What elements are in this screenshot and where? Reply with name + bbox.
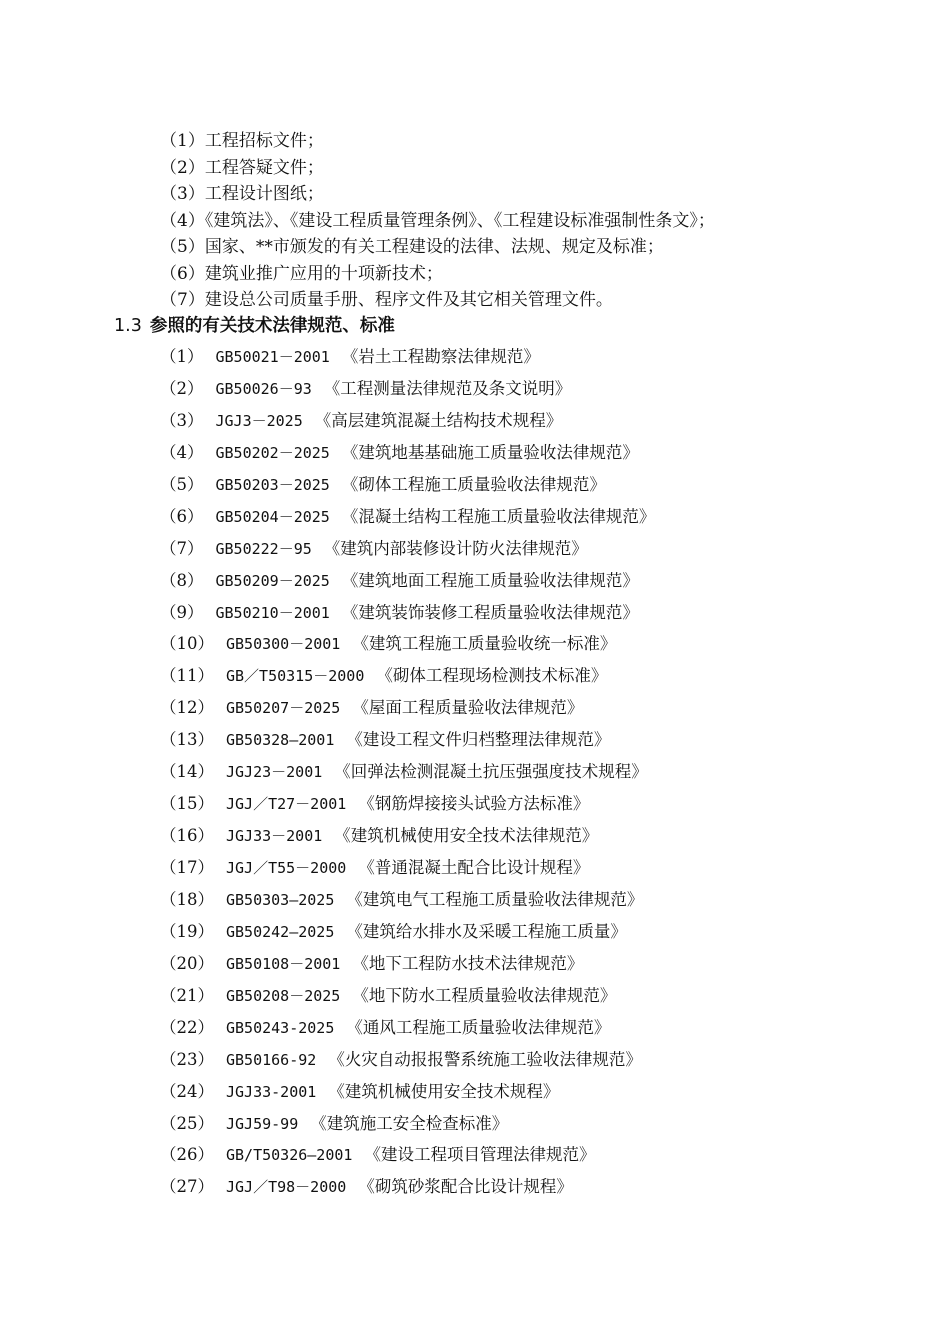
reference-index: （3） — [160, 410, 204, 430]
reference-item — [160, 660, 655, 692]
reference-title: 《建筑机械使用安全技术法律规范》 — [334, 826, 599, 846]
reference-item — [160, 373, 655, 405]
reference-index: （11） — [160, 666, 214, 686]
reference-title: 《建筑电气工程施工质量验收法律规范》 — [346, 889, 644, 909]
reference-code: GB50207－2025 — [226, 699, 341, 718]
reference-index: （5） — [160, 474, 204, 494]
reference-index: （2） — [160, 378, 204, 398]
reference-item — [160, 501, 655, 533]
reference-title: 《混凝土结构工程施工质量验收法律规范》 — [341, 506, 656, 526]
reference-code: GB50026－93 — [215, 379, 312, 398]
reference-item — [160, 916, 655, 948]
reference-title: 《普通混凝土配合比设计规程》 — [358, 858, 590, 877]
reference-code: GB50328—2001 — [226, 731, 335, 750]
basis-item: （5）国家、**市颁发的有关工程建设的法律、法规、规定及标准； — [160, 237, 664, 257]
reference-index: （17） — [160, 858, 214, 877]
reference-item — [160, 820, 655, 852]
reference-item — [160, 724, 655, 756]
reference-title: 《建筑地基基础施工质量验收法律规范》 — [341, 442, 639, 462]
reference-title: 《建筑施工安全检查标准》 — [310, 1113, 509, 1133]
reference-title: 《砌体工程现场检测技术标准》 — [376, 666, 608, 686]
reference-index: （22） — [160, 1017, 214, 1037]
reference-item — [160, 884, 655, 916]
reference-item — [160, 852, 655, 884]
section-title: 参照的有关技术法律规范、标准 — [149, 316, 395, 336]
reference-title: 《通风工程施工质量验收法律规范》 — [346, 1017, 611, 1037]
basis-item: （4）《建筑法》、《建设工程质量管理条例》、《工程建设标准强制性条文》； — [160, 210, 715, 231]
reference-title: 《建筑地面工程施工质量验收法律规范》 — [341, 570, 639, 590]
reference-index: （6） — [160, 506, 204, 526]
reference-title: 《钢筋焊接接头试验方法标准》 — [358, 794, 590, 814]
reference-code: GB50300－2001 — [226, 635, 341, 654]
reference-title: 《工程测量法律规范及条文说明》 — [323, 378, 572, 398]
basis-item: （6）建筑业推广应用的十项新技术； — [160, 263, 443, 284]
reference-item — [160, 469, 655, 501]
reference-item — [160, 1171, 655, 1203]
reference-code: JGJ59-99 — [226, 1114, 299, 1133]
reference-index: （20） — [160, 953, 214, 973]
reference-item — [160, 341, 655, 373]
reference-item — [160, 533, 655, 565]
reference-item — [160, 1012, 655, 1044]
reference-title: 《砌筑砂浆配合比设计规程》 — [358, 1177, 573, 1197]
reference-code: GB50202－2025 — [215, 443, 330, 462]
reference-index: （15） — [160, 794, 214, 814]
reference-code: JGJ／T27－2001 — [226, 795, 347, 814]
reference-code: GB50021－2001 — [215, 348, 330, 366]
reference-title: 《建筑装饰装修工程质量验收法律规范》 — [341, 602, 639, 622]
reference-code: JGJ3－2025 — [215, 411, 303, 430]
reference-item — [160, 1108, 655, 1140]
reference-code: GB50209－2025 — [215, 571, 330, 590]
reference-code: GB50243-2025 — [226, 1018, 335, 1037]
reference-item — [160, 628, 655, 660]
reference-index: （14） — [160, 762, 214, 782]
reference-item — [160, 437, 655, 469]
reference-title: 《砌体工程施工质量验收法律规范》 — [341, 474, 606, 494]
reference-index: （12） — [160, 698, 214, 718]
reference-code: GB／T50315－2000 — [226, 667, 365, 686]
reference-code: GB50208－2025 — [226, 986, 341, 1005]
reference-code: GB/T50326—2001 — [226, 1146, 353, 1165]
reference-item — [160, 948, 655, 980]
reference-item — [160, 756, 655, 788]
reference-code: GB50242—2025 — [226, 922, 335, 941]
reference-title: 《地下防水工程质量验收法律规范》 — [352, 985, 617, 1005]
reference-item — [160, 597, 655, 629]
reference-title: 《建筑内部装修设计防火法律规范》 — [323, 538, 588, 558]
reference-index: （1） — [160, 347, 204, 366]
reference-title: 《回弹法检测混凝土抗压强强度技术规程》 — [334, 762, 648, 782]
reference-index: （8） — [160, 570, 204, 590]
reference-title: 《高层建筑混凝土结构技术规程》 — [314, 410, 563, 430]
reference-code: GB50203－2025 — [215, 475, 330, 494]
basis-item: （7）建设总公司质量手册、程序文件及其它相关管理文件。 — [160, 290, 613, 310]
reference-code: GB50210－2001 — [215, 603, 330, 622]
basis-list — [160, 128, 715, 314]
reference-title: 《岩土工程勘察法律规范》 — [341, 347, 540, 366]
reference-item — [160, 1076, 655, 1108]
reference-code: JGJ33－2001 — [226, 827, 323, 846]
reference-code: JGJ23－2001 — [226, 763, 323, 782]
reference-item — [160, 692, 655, 724]
reference-title: 《建筑工程施工质量验收统一标准》 — [352, 634, 617, 654]
reference-item — [160, 788, 655, 820]
reference-index: （4） — [160, 442, 204, 462]
reference-list — [160, 341, 655, 1203]
basis-item: （2）工程答疑文件； — [160, 157, 324, 178]
reference-title: 《地下工程防水技术法律规范》 — [352, 953, 584, 973]
reference-title: 《建筑给水排水及采暖工程施工质量》 — [346, 921, 627, 941]
reference-code: JGJ／T55－2000 — [226, 859, 347, 877]
reference-index: （24） — [160, 1081, 214, 1101]
reference-index: （9） — [160, 602, 204, 622]
reference-code: GB50204－2025 — [215, 507, 330, 526]
reference-title: 《火灾自动报报警系统施工验收法律规范》 — [328, 1049, 642, 1069]
reference-item — [160, 405, 655, 437]
reference-index: （23） — [160, 1049, 214, 1069]
reference-item — [160, 1044, 655, 1076]
reference-title: 《建设工程项目管理法律规范》 — [364, 1145, 596, 1165]
reference-index: （25） — [160, 1113, 214, 1133]
reference-code: GB50222－95 — [215, 539, 312, 558]
reference-item — [160, 1139, 655, 1171]
basis-item: （1）工程招标文件； — [160, 131, 324, 151]
reference-title: 《屋面工程质量验收法律规范》 — [352, 698, 584, 718]
reference-code: GB50166-92 — [226, 1050, 317, 1069]
reference-index: （26） — [160, 1145, 214, 1165]
reference-index: （10） — [160, 634, 214, 654]
reference-code: GB50303—2025 — [226, 890, 335, 909]
reference-index: （18） — [160, 889, 214, 909]
reference-code: JGJ33-2001 — [226, 1082, 317, 1101]
section-heading — [114, 312, 395, 340]
reference-item — [160, 980, 655, 1012]
reference-index: （13） — [160, 730, 214, 750]
reference-code: GB50108－2001 — [226, 954, 341, 973]
basis-item: （3）工程设计图纸； — [160, 184, 324, 204]
reference-title: 《建设工程文件归档整理法律规范》 — [346, 730, 611, 750]
reference-title: 《建筑机械使用安全技术规程》 — [328, 1081, 560, 1101]
reference-index: （16） — [160, 826, 214, 846]
section-number: 1.3 — [114, 316, 142, 336]
reference-index: （21） — [160, 985, 214, 1005]
reference-index: （7） — [160, 538, 204, 558]
reference-code: JGJ／T98－2000 — [226, 1178, 347, 1197]
reference-index: （27） — [160, 1177, 214, 1197]
reference-item — [160, 565, 655, 597]
reference-index: （19） — [160, 921, 214, 941]
